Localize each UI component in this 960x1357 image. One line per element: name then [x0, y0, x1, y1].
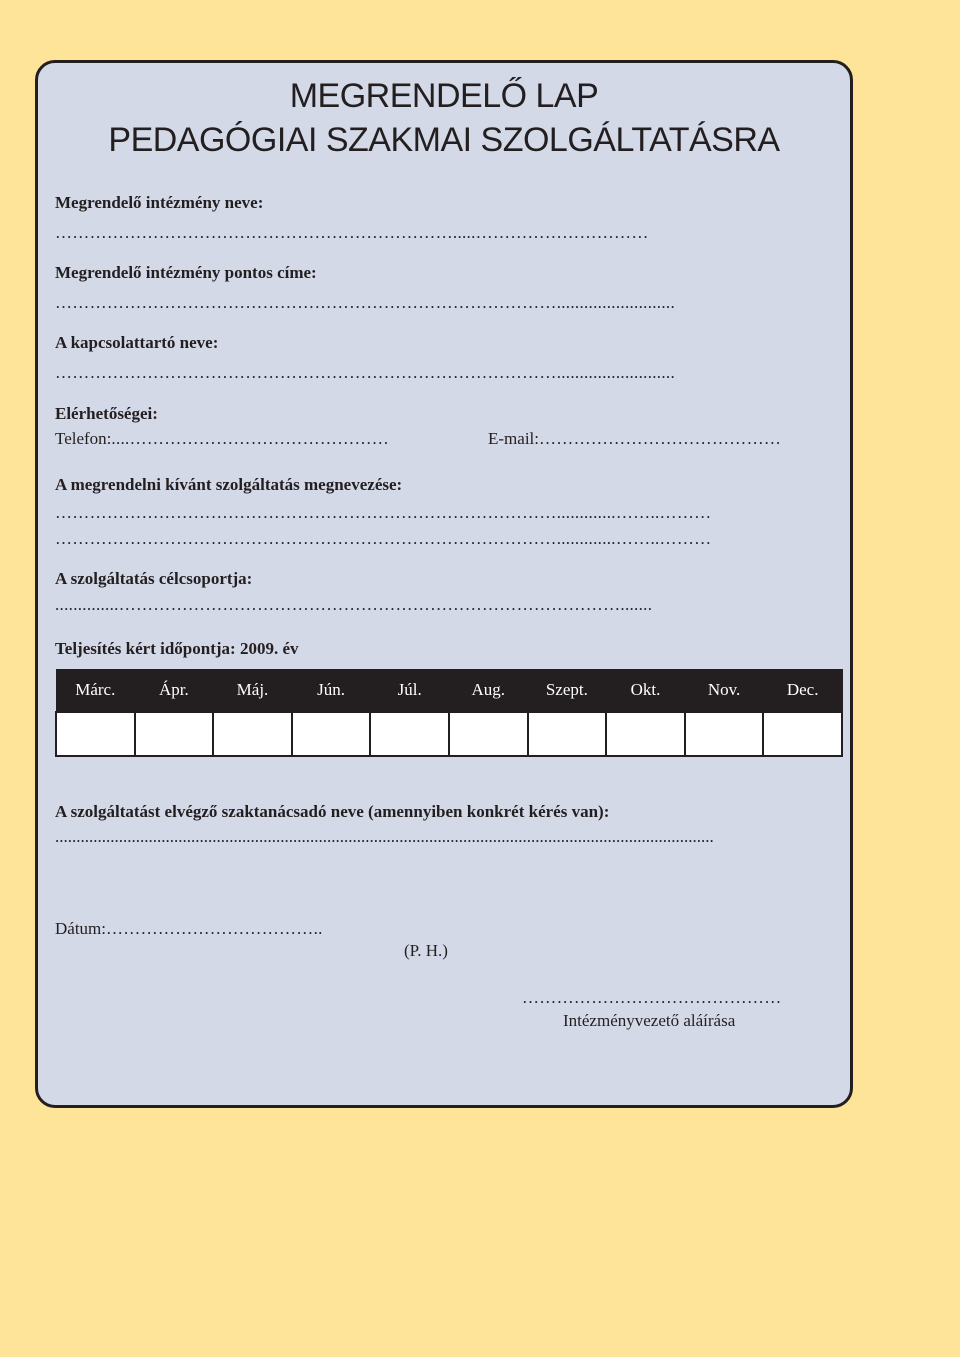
completion-label: Teljesítés kért időpontja: 2009. év — [55, 639, 299, 658]
institution-name-label: Megrendelő intézmény neve: — [55, 193, 264, 212]
email-field[interactable]: …………………………………… — [538, 429, 782, 448]
service-name-label: A megrendelni kívánt szolgáltatás megnevezése: — [55, 475, 403, 494]
email-label: E-mail: — [488, 429, 539, 448]
phone-row — [55, 429, 389, 449]
month-header: Dec. — [763, 669, 842, 712]
institution-address-label: Megrendelő intézmény pontos címe: — [55, 263, 317, 282]
contact-name-label: A kapcsolattartó neve: — [55, 333, 219, 352]
month-checkbox-cell[interactable] — [606, 712, 685, 756]
service-name-field-2[interactable]: …………………………………………………………………………….............……..……… — [55, 529, 712, 548]
month-checkbox-cell[interactable] — [449, 712, 528, 756]
consultant-label: A szolgáltatást elvégző szaktanácsadó neve (amennyiben konkrét kérés van): — [55, 802, 610, 821]
phone-field[interactable]: ....……………………………………… — [111, 429, 390, 448]
month-header: Okt. — [606, 669, 685, 712]
months-input-row — [56, 712, 842, 756]
date-field[interactable]: ……………………………….. — [106, 919, 323, 938]
phone-label: Telefon: — [55, 429, 112, 448]
month-checkbox-cell[interactable] — [292, 712, 371, 756]
month-checkbox-cell[interactable] — [528, 712, 607, 756]
months-header-row — [56, 669, 842, 712]
month-checkbox-cell[interactable] — [213, 712, 292, 756]
month-header: Jún. — [292, 669, 371, 712]
date-label: Dátum: — [55, 919, 106, 938]
email-row — [488, 429, 781, 449]
month-checkbox-cell[interactable] — [370, 712, 449, 756]
date-row — [55, 919, 323, 939]
month-header: Máj. — [213, 669, 292, 712]
institution-name-field[interactable]: …………………………………………………………….....………………………… — [55, 223, 649, 242]
form-title-line2: PEDAGÓGIAI SZAKMAI SZOLGÁLTATÁSRA — [108, 121, 780, 159]
stamp-placeholder: (P. H.) — [404, 941, 448, 960]
month-header: Ápr. — [135, 669, 214, 712]
consultant-field[interactable]: ........................................................................................................................................................... — [55, 827, 714, 846]
contact-name-field[interactable]: …………………………………………………………………………….......................... — [55, 363, 675, 382]
institution-address-field[interactable]: …………………………………………………………………………….......................... — [55, 293, 675, 312]
month-checkbox-cell[interactable] — [685, 712, 764, 756]
form-title-line1: MEGRENDELŐ LAP — [289, 77, 599, 115]
month-header: Márc. — [56, 669, 135, 712]
target-group-field[interactable]: ..............……………………………………………………………………………....... — [55, 595, 653, 614]
month-checkbox-cell[interactable] — [56, 712, 135, 756]
signature-field[interactable]: ……………………………………… — [522, 988, 782, 1007]
months-table — [55, 669, 843, 757]
order-form-card — [35, 60, 853, 1108]
signature-label: Intézményvezető aláírása — [563, 1011, 736, 1030]
month-header: Nov. — [685, 669, 764, 712]
month-header: Aug. — [449, 669, 528, 712]
availability-label: Elérhetőségei: — [55, 404, 158, 423]
month-checkbox-cell[interactable] — [763, 712, 842, 756]
month-checkbox-cell[interactable] — [135, 712, 214, 756]
month-header: Júl. — [370, 669, 449, 712]
service-name-field-1[interactable]: …………………………………………………………………………….............……..……… — [55, 503, 712, 522]
target-group-label: A szolgáltatás célcsoportja: — [55, 569, 253, 588]
month-header: Szept. — [528, 669, 607, 712]
